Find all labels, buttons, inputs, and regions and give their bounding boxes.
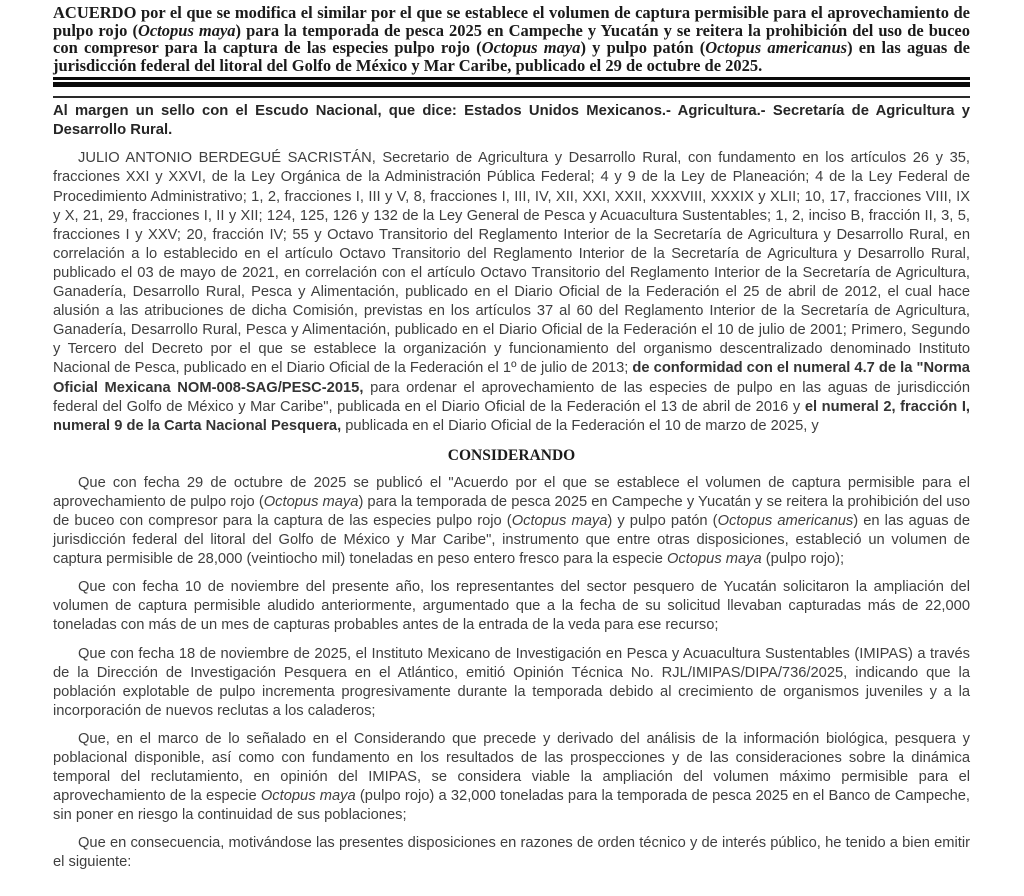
- considerando-paragraph: [53, 730, 970, 825]
- text-run: (pulpo rojo) a 32,000 toneladas para la temporada de pesca 2025 en el Banco de Campeche, sin poner en riesgo la continuidad de sus poblaciones;: [53, 788, 971, 824]
- preamble-paragraph: [53, 149, 970, 435]
- seal-paragraph: Al margen un sello con el Escudo Nacional, que dice: Estados Unidos Mexicanos.- Agricultura.- Secretaría de Agricultura y Desarrollo Rural.: [53, 103, 970, 139]
- divider-thin: [53, 96, 970, 98]
- text-run: JULIO ANTONIO BERDEGUÉ SACRISTÁN, Secretario de Agricultura y Desarrollo Rural, con fundamento en los artículos 26 y 35, fracciones XXI y XXVI, de la Ley Orgánica de la Administración Pública Federal; 4 y 9 de la Ley de Planeación; 4 de la Ley Federal de Procedimiento Administrativo; 1, 2, fracciones I, III y V, 8, fracciones I, III, IV, XII, XXI, XXII, XXXVIII, XXXIX y XLII; 10, 17, fracciones VIII, IX y X, 21, 29, fracciones I, II y XII; 124, 125, 126 y 132 de la Ley General de Pesca y Acuacultura Sustentables; 1, 2, inciso B, fracción II, 3, 5, fracciones I y XXV; 20, fracción IV; 55 y Octavo Transitorio del Reglamento Interior de la Secretaría de Agricultura y Desarrollo Rural, en correlación a lo establecido en el artículo Octavo Transitorio del Reglamento Interior de la Secretaría de Agricultura y Desarrollo Rural, publicado el 03 de mayo de 2021, en correlación con el artículo Octavo Transitorio del Reglamento Interior de la Secretaría de Agricultura, Ganadería, Desarrollo Rural, Pesca y Alimentación, publicado en el Diario Oficial de la Federación el 25 de abril de 2012, el cual hace alusión a las atribuciones de dicha Comisión, previstas en los artículos 37 al 60 del Reglamento Interior de la Secretaría de Agricultura, Ganadería, Desarrollo Rural, Pesca y Alimentación, publicado en el Diario Oficial de la Federación el 10 de julio de 2001; Primero, Segundo y Tercero del Decreto por el que se establece la organización y funcionamiento del organismo descentralizado denominado Instituto Nacional de Pesca, publicado en el Diario Oficial de la Federación el 1º de julio de 2013;: [53, 150, 970, 377]
- species-name-italic: Octopus maya: [137, 20, 236, 40]
- divider-thick: [53, 82, 970, 87]
- legal-reference-bold: de conformidad con el numeral 4.7 de la "Norma Oficial Mexicana NOM-008-SAG/PESC-2015,: [53, 360, 970, 396]
- considerando-paragraph: [53, 474, 970, 569]
- text-run: (pulpo rojo);: [761, 551, 845, 568]
- text-run: para ordenar el aprovechamiento de las especies de pulpo en las aguas de jurisdicción federal del Golfo de México y Mar Caribe", publicada en el Diario Oficial de la Federación el 13 de abril de 2016 y: [53, 379, 970, 415]
- legal-reference-bold: el numeral 2, fracción I, numeral 9 de la Carta Nacional Pesquera,: [53, 398, 970, 434]
- text-run: ) para la temporada de pesca 2025 en Campeche y Yucatán y se reitera la prohibición del uso de buceo con compresor para la captura de las especies pulpo rojo (: [53, 20, 970, 58]
- considerando-paragraph: [53, 645, 970, 721]
- species-name-italic: Octopus maya: [481, 38, 581, 58]
- species-name-italic: Octopus americanus: [705, 38, 848, 58]
- text-run: Que con fecha 18 de noviembre de 2025, el Instituto Mexicano de Investigación en Pesca y Acuacultura Sustentables (IMIPAS) a través de la Dirección de Investigación Pesquera en el Atlántico, emitió Opinión Técnica No. RJL/IMIPAS/DIPA/736/2025, indicando que la población explotable de pulpo incrementa progresivamente durante la temporada debido al crecimiento de organismos juveniles y a la incorporación de nuevos reclutas a los caladeros;: [53, 645, 970, 719]
- text-run: ) en las aguas de jurisdicción federal del litoral del Golfo de México y Mar Caribe", instrumento que entre otras disposiciones, estableció un volumen de captura permisible de 28,000 (veintiocho mil) toneladas en peso entero fresco para la especie: [53, 512, 970, 568]
- species-name-italic: Octopus maya: [260, 788, 356, 805]
- considerando-heading: CONSIDERANDO: [447, 446, 576, 464]
- text-run: ACUERDO por el que se modifica el similar por el que se establece el volumen de captura permisible para el aprovechamiento de pulpo rojo (: [53, 3, 970, 40]
- text-run: Que con fecha 29 de octubre de 2025 se publicó el "Acuerdo por el que se establece el volumen de captura permisible para el aprovechamiento de pulpo rojo (: [53, 474, 970, 510]
- considerando-paragraph: [53, 578, 970, 635]
- species-name-italic: Octopus maya: [666, 551, 762, 568]
- species-name-italic: Octopus americanus: [717, 512, 854, 529]
- considerando-paragraph: [53, 834, 970, 872]
- text-run: ) en las aguas de jurisdicción federal del litoral del Golfo de México y Mar Caribe, publicado el 29 de octubre de 2025.: [53, 38, 970, 75]
- text-run: publicada en el Diario Oficial de la Federación el 10 de marzo de 2025, y: [341, 417, 819, 434]
- species-name-italic: Octopus maya: [263, 493, 359, 510]
- text-run: ) y pulpo patón (: [607, 512, 718, 529]
- considerando-section: [53, 474, 970, 873]
- text-run: Que con fecha 10 de noviembre del presente año, los representantes del sector pesquero de Yucatán solicitaron la ampliación del volumen de captura permisible aludido anteriormente, argumentado que a la fecha de su solicitud llevaban capturadas más de 22,000 toneladas con más de un mes de capturas probables antes de la entrada de la veda para ese recurso;: [53, 579, 970, 634]
- text-run: Que en consecuencia, motivándose las presentes disposiciones en razones de orden técnico y de interés público, he tenido a bien emitir el siguiente:: [53, 835, 970, 871]
- text-run: ) para la temporada de pesca 2025 en Campeche y Yucatán y se reitera la prohibición del uso de buceo con compresor para la captura de las especies pulpo rojo (: [53, 493, 970, 529]
- species-name-italic: Octopus maya: [511, 512, 608, 529]
- document-title: [53, 4, 970, 80]
- text-run: Que, en el marco de lo señalado en el Considerando que precede y derivado del análisis de la información biológica, pesquera y poblacional disponible, así como con fundamento en los resultados de las prospecciones y de las consideraciones sobre la dinámica temporal del reclutamiento, en opinión del IMIPAS, se considera viable la ampliación del volumen máximo permisible para el aprovechamiento de la especie: [53, 730, 970, 805]
- text-run: ) y pulpo patón (: [580, 38, 706, 58]
